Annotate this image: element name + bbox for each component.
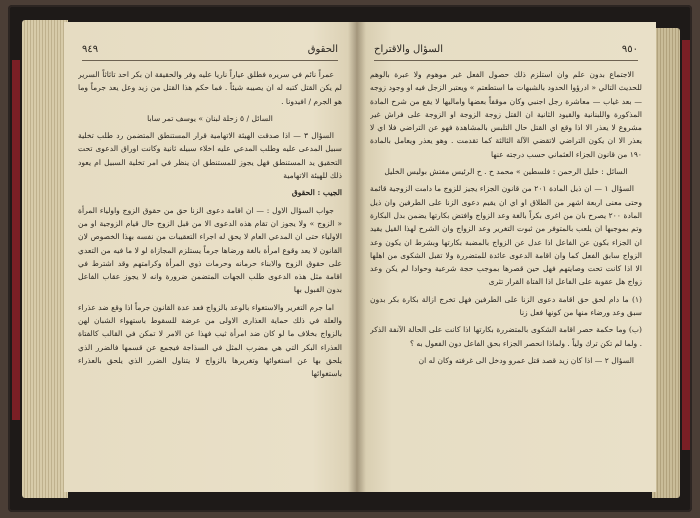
left-page-paragraph: جواب السؤال الاول : — ان اقامة دعوى الزنا حق من حقوق الزوج واولياء المرأة « الزوج » ولا يجوز ان تقام هذه الدعوى الا من قبل الزوج حال قيام الزوجية او من الاولياء حتى ان المدعي العام لا يحق له اجراء التعقيبات من نفسه بهذا الخصوص لان القانون لا يعد وقوع امرأة بالغة ورضاها جرماً يستلزم المجازاة لو لا ما فيه من التعدي على حقوق الزوج والابناء حرمانه وحرمات ذوي المرأة وكرامتهم وقد اشترط في اقامة مثل هذه الدعوى طلب الجهات المتضمن ضرورة وانه لا يجوز عقاب الفاعل بدون القبول بها xyxy=(78,205,342,295)
left-header-rule xyxy=(82,60,338,61)
left-page-paragraph: السؤال ٣ — اذا صدقت الهيئة الاتهامية قرار المستنطق المتضمن رد طلب تخلية سبيل المدعى عليه وطلب المدعي عليه اخلاء سبيله ثانية وكانت اوراق الدعوى تحت التحقيق يد المستنطق فهل يجوز للمستنطق ان ينظر في امر تخلية السبيل ام يعود ذلك للهيئة الاتهامية xyxy=(78,131,342,181)
book-gutter xyxy=(348,22,366,492)
right-page-paragraph: السائل : خليل الرحمن : فلسطين » محمد ح . ح الرئيس مفتش بوليس الخليل xyxy=(384,167,628,177)
left-running-title: الحقوق xyxy=(307,43,338,55)
left-page-paragraph: اما جرم التغرير والاستغواء بالوعد بالزواج فعد عدة القانون جرماً اذا وقع ضد عذراء والعلة في ذلك حماية العذارى الاولى من عرضة للسقوط باستهواء الشبان لهن بالزواج بخلاف ما لو كان ضد امرأة ثيب فهذا عن الامر لا تمكن في القالب كالفتاة العذراء البكر التي هي مضرب المثل في السذاجة فيجمع عن قسمها فالضرر الذي يلحق بها عن استغوائها وتغريرها بالزواج لا يتناول الضرر الذي يلحق بالعذراء باستغوائها xyxy=(78,302,342,379)
left-page xyxy=(64,22,356,492)
left-page-paragraph: عمراً نائم في سريره فطلق عياراً ناريا عليه وفر والحقيقة ان بكر احد تاثاثاً السرير لم يكن القتل كتبه له ان يصيبه شيئاً . فما حكم هذا القتل من زيد وعل يعد جرماً وما هو الجرم / افيدونا . xyxy=(78,70,342,106)
left-page-paragraph: السائل / ٥ زحلة لبنان » يوسف تمر سابا xyxy=(147,113,273,123)
page-edges-right xyxy=(652,28,680,498)
right-page-paragraph: (١) ما دام لحق حق اقامة دعوى الزنا على الطرفين فهل تخرج ازالة بكارة بكر بدون سبق وعد ورضاء منها من كونها فعل زنا xyxy=(370,294,642,318)
cover-red-binding-left xyxy=(12,60,20,420)
left-page-paragraph: الجيب : الحقوق xyxy=(291,188,342,198)
page-edges-left xyxy=(22,20,68,498)
right-running-title: السؤال والاقتراح xyxy=(374,43,443,55)
right-page-paragraph: السؤال ٢ — اذا كان زيد قصد قتل عمرو ودخل الى غرفته وكان له ان xyxy=(418,355,634,365)
left-page-number: ٩٤٩ xyxy=(82,43,99,55)
right-page-paragraph: السؤال ١ — ان ذيل المادة ٢٠١ من قانون الجزاء يجيز للزوج ما دامت الزوجية قائمة وحتى معنى اربعة اشهر من الطلاق او اي ان يقيم دعوى الزنا على الطرفين وان ذيل المادة ٢٠٠ يصرح بان من اغرى بكراً بالغة وعد الزواج وافتض بكارتها يضمن بدل البكارة وتم بموجبها ان يلعب بالمتوفر من ثبوت التغرير وعد الزواج وان الشرح لهذا القيل يقيد ان الجزاء بكون عن الفاعل اذا عدل عن الزواج بالمضبة بكارتها وبشرط ان يكون وعد الزواج سابق الفعل كما وان اقامة الدعوى عائدة للمتضررة ولا تقبل الشكوى من اهلها الا اذا كانت تحت وصايتهم فهل حين قصرها بموجب حجة شرعية وحوادا لم يكن وعد زواج هل عقوبة على الفاعل اذا الفتاة القرار تثرى xyxy=(370,184,642,287)
right-page-paragraph: الاجتماع بدون علم وان استلزم ذلك حصول الفعل غير موهوم ولا عبرة بالوهم للحديث التالي « ادرؤوا الحدود بالشبهات ما استطعتم » ويعتبر الزجل فيه او وجود زوجه — بعد غياب — معاشرة رجل اجنبي وكان موقفاً بعضها واماليها لا يقع من شرح المادة المذكورة واللبنانية والقيود الثانية ان القتل زوجة الزوجة او الزوجة على فراش غير مشروع لا يعذر الا اذا وقع اي القتل حال التلبس بالمشاهدة فهو عن التراضي فلا اي لا يعذر الا ان يكون التراضي لاتقضي الآلة الثالثة كما تقدمت . وهو يعذر ويعامل بالمادة ١٩٠ من قانون الجزاء العثماني حسب درجته عنها xyxy=(370,70,642,159)
left-page-header xyxy=(82,40,338,58)
right-page-header xyxy=(374,40,638,58)
right-page-paragraph: (ب) وما حكمة حصر اقامة الشكوى بالمتضررة بكارتها اذا كانت على الحالة الآنفة الذكر . ولما لم تكن ترك ولياً . ولماذا انحصر الجزاء بحق الفاعل دون الفعول به ؟ xyxy=(370,325,642,348)
right-page xyxy=(356,22,656,492)
right-page-body xyxy=(370,68,642,482)
left-page-body xyxy=(78,68,342,482)
right-header-rule xyxy=(374,60,638,61)
cover-red-binding-right xyxy=(682,40,690,450)
right-page-number: ٩٥٠ xyxy=(621,43,638,55)
